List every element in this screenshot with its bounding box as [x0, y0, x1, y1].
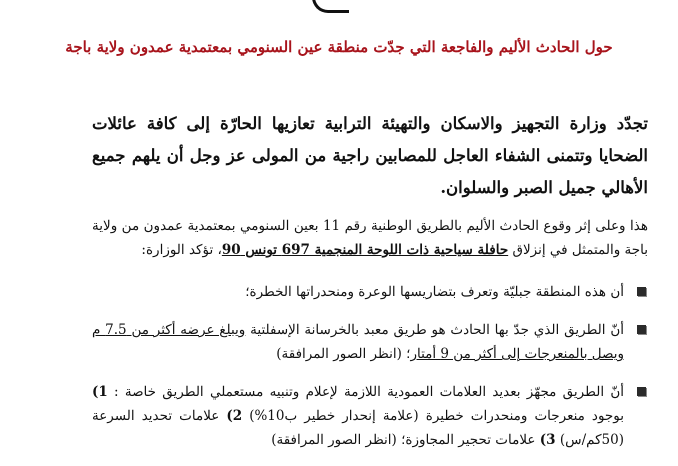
- list-item: [92, 380, 648, 452]
- intro-text: تجدّد وزارة التجهيز والاسكان والتهيئة الترابية تعازيها الحارّة إلى كافة عائلات الضحايا وتتمنى الشفاء العاجل للمصابين راجية من المولى عز وجل أن يلهم جميع الأهالي جميل الصبر والسلوان.: [92, 114, 648, 197]
- point-2-underlined: ويبلغ عرضه أكثر من 7.5 م ويصل بالمنعرجات إلى أكثر من 9 أمتار: [92, 322, 624, 362]
- point-1-text: أن هذه المنطقة جبليّة وتعرف بتضاريسها الوعرة ومنحدراتها الخطرة؛: [245, 284, 624, 300]
- point-3-part1: أنّ الطريق مجهّز بعديد العلامات العمودية اللازمة لإعلام وتنبيه مستعملي الطريق خاصة :: [107, 384, 624, 400]
- square-bullet-icon: [637, 287, 646, 296]
- list-item: [92, 318, 648, 366]
- point-2-part1: أنّ الطريق الذي جدّ بها الحادث هو طريق معبد بالخرسانة الإسفلتية: [245, 322, 624, 338]
- point-3-text-1: بوجود منعرجات ومنحدرات خطيرة (علامة إنحدار خطير ب10%): [242, 408, 624, 424]
- point-3-num-3: 3): [539, 432, 556, 448]
- list-item: [92, 280, 648, 304]
- point-3-text-3: علامات تحجير المجاوزة؛ (انظر الصور المرافقة): [271, 432, 540, 448]
- points-list: [92, 280, 648, 466]
- bus-plate-highlight: حافلة سياحية ذات اللوحة المنجمية 697 تونس 90: [221, 242, 509, 258]
- paragraph-part1: هذا وعلى إثر وقوع الحادث الأليم بالطريق الوطنية رقم 11 بعين السنومي بمعتمدية عمدون من ولاية باجة والمتمثل في إنزلاق: [92, 218, 648, 258]
- square-bullet-icon: [637, 387, 646, 396]
- point-3-text-2: علامات تحديد السرعة (50كم/س): [92, 408, 624, 448]
- document-title: حول الحادث الأليم والفاجعة التي جدّت منطقة عين السنومي بمعتمدية عمدون ولاية باجة: [65, 38, 613, 56]
- point-2-part2: ؛ (انظر الصور المرافقة): [276, 346, 411, 362]
- paragraph-part2: ، تؤكد الوزارة:: [141, 242, 222, 258]
- square-bullet-icon: [637, 325, 646, 334]
- main-paragraph: [92, 214, 648, 262]
- main-paragraph-text: [92, 214, 648, 262]
- logo-fragment: [312, 0, 349, 13]
- intro-paragraph: [92, 108, 648, 204]
- point-3-num-2: 2): [226, 408, 243, 424]
- point-3-num-1: 1): [92, 384, 108, 400]
